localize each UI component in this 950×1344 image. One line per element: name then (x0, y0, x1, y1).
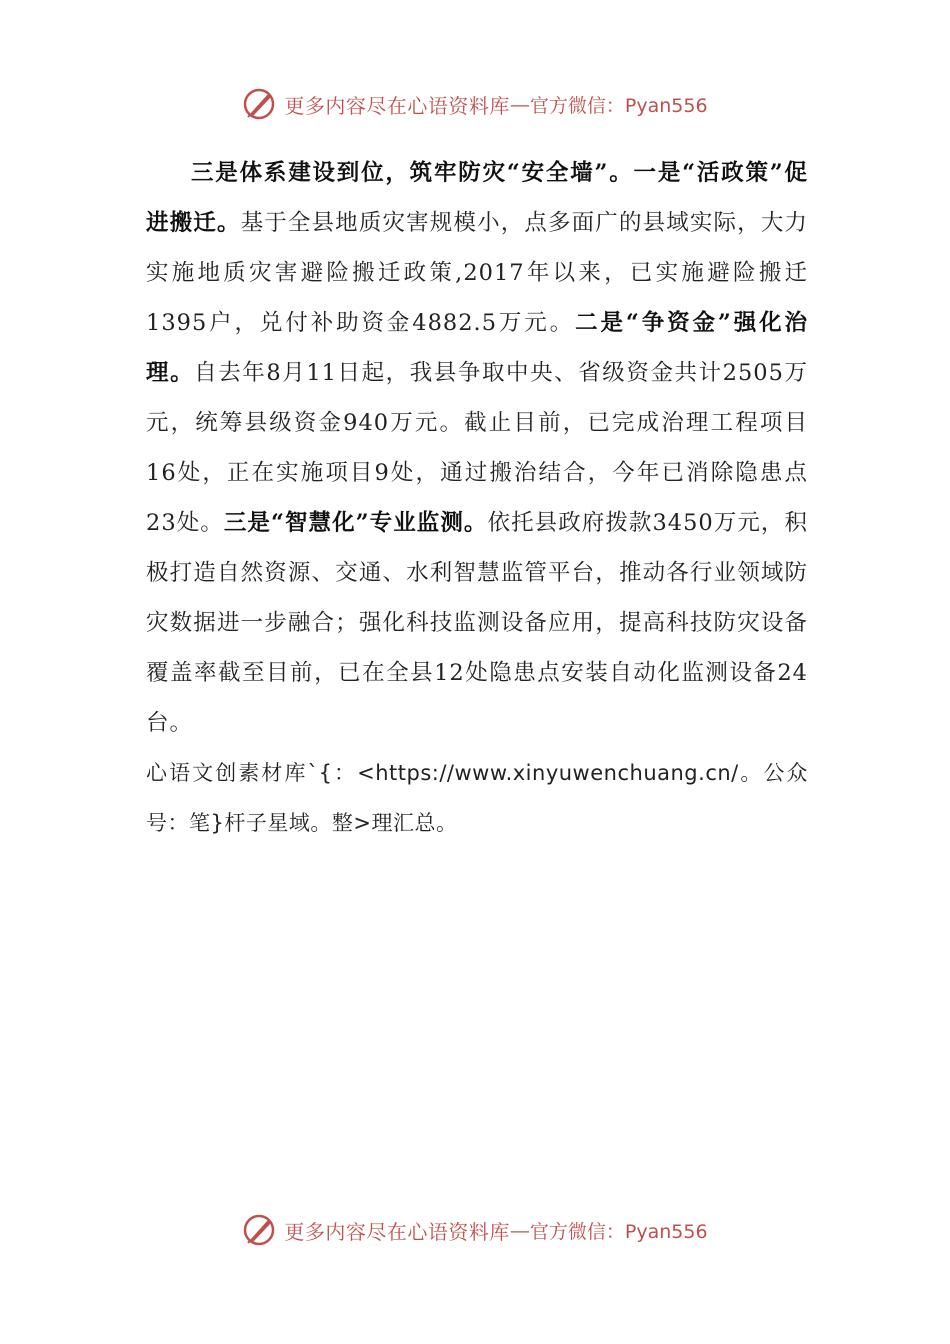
quill-logo-icon (242, 1212, 278, 1248)
heading-2: 二是“争资金”强化治理。 (146, 310, 808, 386)
paragraph-text-3: 依托县政府拨款3450万元，积极打造自然资源、交通、水利智慧监管平台，推动各行业领域防灾数据进一步融合；强化科技监测设备应用，提高科技防灾设备覆盖率截至目前，已在全县12处隐患点安装自动化监测设备24台。 (146, 510, 808, 736)
heading-1: 三是体系建设到位，筑牢防灾“安全墙”。一是“活政策”促进搬迁。 (146, 160, 808, 236)
footer-contact: 官方微信：Pyan556 (529, 1220, 708, 1243)
document-body (146, 148, 808, 848)
footer-banner (0, 1210, 950, 1250)
heading-3: 三是“智慧化”专业监测。 (223, 510, 488, 536)
quill-logo-icon (242, 86, 278, 122)
footer-title: 更多内容尽在心语资料库 (284, 1219, 510, 1244)
source-text: 心语文创素材库`{：<https://www.xinyuwenchuang.cn/。公众号：笔}杆子星域。整>理汇总。 (146, 761, 808, 835)
paragraph-text-2: 自去年8月11日起，我县争取中央、省级资金共计2505万元，统筹县级资金940万元。截止目前，已完成治理工程项目16处，正在实施项目9处，通过搬治结合，今年已消除隐患点23处。 (146, 360, 808, 536)
paragraph-text-1: 基于全县地质灾害规模小，点多面广的县域实际，大力实施地质灾害避险搬迁政策,2017年以来，已实施避险搬迁1395户，兑付补助资金4882.5万元。 (146, 210, 808, 336)
header-title: 更多内容尽在心语资料库 (284, 93, 510, 118)
header-banner (0, 84, 950, 124)
header-separator: — (509, 92, 530, 116)
paragraph (146, 148, 808, 748)
footer-separator: — (509, 1218, 530, 1242)
header-contact: 官方微信：Pyan556 (529, 94, 708, 117)
source-note (146, 748, 808, 848)
